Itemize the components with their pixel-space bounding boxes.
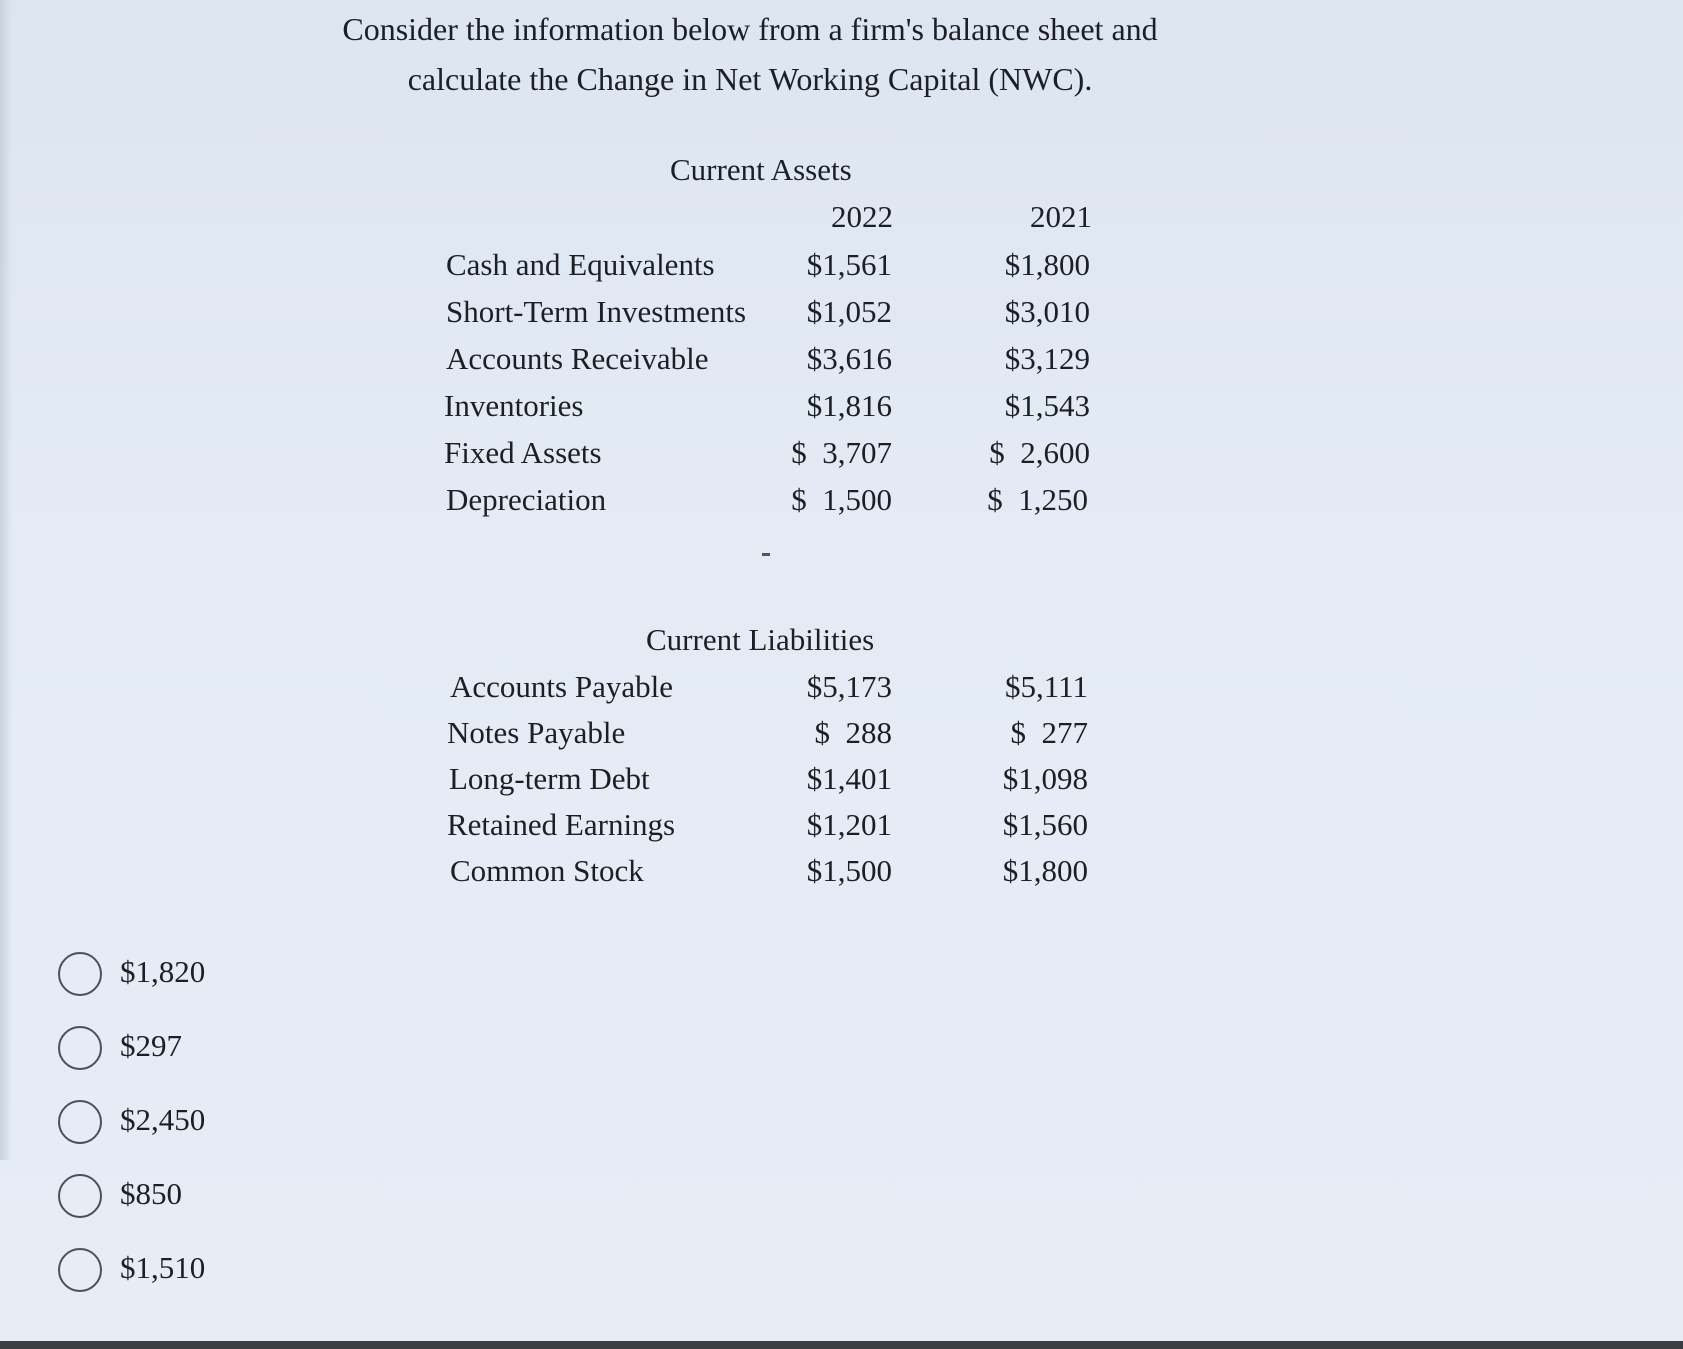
screen-bezel (0, 1341, 1683, 1349)
asset-label: Fixed Assets (444, 435, 602, 470)
question-text (300, 4, 1200, 104)
asset-row (446, 478, 1088, 522)
asset-row (446, 243, 1090, 287)
liability-value-2021: $5,111 (1005, 669, 1088, 704)
liability-value-2021: $ 277 (1010, 715, 1088, 750)
liability-row (450, 849, 1088, 893)
question-line-2: calculate the Change in Net Working Capital (NWC). (407, 61, 1093, 97)
asset-value-2021: $1,800 (1004, 247, 1090, 282)
answer-option-label[interactable]: $850 (120, 1176, 182, 1211)
liability-value-2021: $1,800 (1002, 853, 1088, 888)
asset-label: Depreciation (446, 482, 607, 517)
liability-value-2022: $5,173 (806, 669, 892, 704)
liability-value-2022: $ 288 (814, 715, 892, 750)
current-liabilities-title: Current Liabilities (646, 622, 875, 657)
current-assets-title: Current Assets (670, 152, 852, 187)
liability-label: Notes Payable (447, 715, 626, 750)
asset-label: Inventories (444, 388, 584, 423)
answer-option-label[interactable]: $297 (120, 1028, 182, 1063)
asset-value-2022: $ 3,707 (791, 435, 892, 470)
asset-value-2022: $3,616 (806, 341, 892, 376)
asset-value-2022: $ 1,500 (791, 482, 892, 517)
liability-row (447, 803, 1088, 847)
liability-value-2022: $1,500 (806, 853, 892, 888)
radio-button[interactable] (58, 952, 102, 996)
question-line-1: Consider the information below from a firm's balance sheet and (342, 11, 1158, 47)
asset-row (444, 384, 1090, 428)
asset-row (446, 290, 1090, 334)
liability-label: Long-term Debt (449, 761, 650, 796)
radio-button[interactable] (58, 1100, 102, 1144)
liability-label: Accounts Payable (450, 669, 673, 704)
asset-value-2022: $1,052 (806, 294, 892, 329)
radio-button[interactable] (58, 1248, 102, 1292)
liability-label: Common Stock (450, 853, 644, 888)
liability-value-2021: $1,560 (1002, 807, 1088, 842)
asset-value-2022: $1,561 (806, 247, 892, 282)
screen-edge-shadow (0, 0, 12, 1160)
liability-value-2022: $1,201 (806, 807, 892, 842)
answer-option-label[interactable]: $1,510 (120, 1250, 206, 1285)
liability-row (447, 711, 1088, 755)
asset-value-2021: $ 1,250 (987, 482, 1088, 517)
radio-button[interactable] (58, 1174, 102, 1218)
liability-value-2022: $1,401 (806, 761, 892, 796)
asset-row (446, 337, 1090, 381)
asset-value-2021: $3,010 (1004, 294, 1090, 329)
asset-label: Accounts Receivable (446, 341, 709, 376)
column-header-2021: 2021 (1030, 199, 1092, 234)
liability-label: Retained Earnings (447, 807, 676, 842)
asset-value-2021: $1,543 (1004, 388, 1090, 423)
liability-value-2021: $1,098 (1002, 761, 1088, 796)
asset-row (444, 431, 1090, 475)
answer-option-label[interactable]: $1,820 (120, 954, 206, 989)
liability-row (449, 757, 1088, 801)
stray-mark (762, 553, 770, 556)
liability-row (450, 665, 1088, 709)
asset-value-2021: $ 2,600 (989, 435, 1090, 470)
asset-label: Short-Term Investments (446, 294, 747, 329)
radio-button[interactable] (58, 1026, 102, 1070)
column-header-2022: 2022 (831, 199, 893, 234)
asset-value-2022: $1,816 (806, 388, 892, 423)
asset-label: Cash and Equivalents (446, 247, 715, 282)
answer-option-label[interactable]: $2,450 (120, 1102, 206, 1137)
asset-value-2021: $3,129 (1004, 341, 1090, 376)
